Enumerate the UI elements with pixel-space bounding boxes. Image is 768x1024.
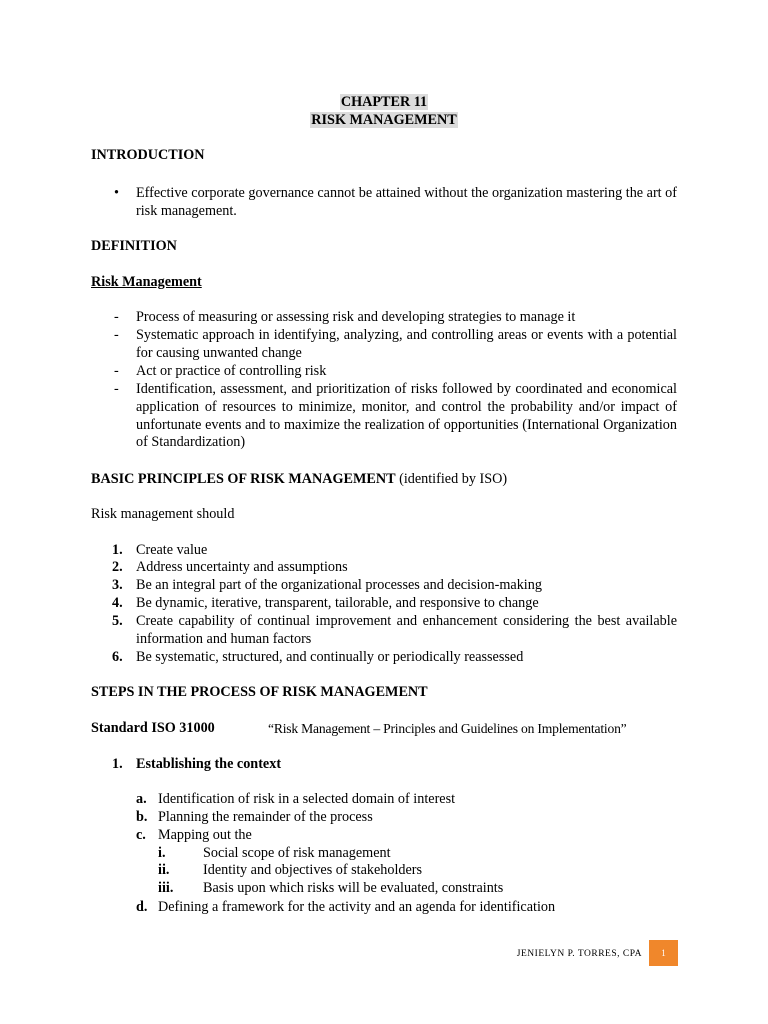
principles-heading-title: BASIC PRINCIPLES OF RISK MANAGEMENT <box>91 471 396 487</box>
footer-author: JENIELYN P. TORRES, CPA <box>516 949 642 959</box>
standard-label: Standard ISO 31000 <box>91 720 215 736</box>
definition-item: Act or practice of controlling risk <box>136 363 327 379</box>
list-number: 4. <box>112 595 123 611</box>
principle-item: Address uncertainty and assumptions <box>136 559 348 575</box>
definition-item: Systematic approach in identifying, analyzing, and controlling areas or events with a potential for causing unwanted change <box>136 327 677 361</box>
dash-marker: - <box>114 327 119 343</box>
roman-numeral: i. <box>158 845 166 861</box>
principle-item: Create capability of continual improvement and enhancement considering the best available information and human factors <box>136 613 677 647</box>
subsub-item: Basis upon which risks will be evaluated, constraints <box>203 880 504 896</box>
list-number: 6. <box>112 649 123 665</box>
principles-heading-note: (identified by ISO) <box>399 471 508 487</box>
steps-heading: STEPS IN THE PROCESS OF RISK MANAGEMENT <box>91 684 428 700</box>
dash-marker: - <box>114 381 119 397</box>
introduction-heading: INTRODUCTION <box>91 147 205 163</box>
definition-item: Process of measuring or assessing risk and developing strategies to manage it <box>136 309 576 325</box>
risk-management-subheading: Risk Management <box>91 274 202 290</box>
subsub-item: Identity and objectives of stakeholders <box>203 862 423 878</box>
sub-letter: c. <box>136 827 146 843</box>
page-number-badge: 1 <box>649 940 678 966</box>
subsub-item: Social scope of risk management <box>203 845 391 861</box>
sub-item: Defining a framework for the activity and an agenda for identification <box>158 899 556 915</box>
sub-letter: d. <box>136 899 148 915</box>
list-number: 1. <box>112 542 123 558</box>
definition-item: Identification, assessment, and prioritization of risks followed by coordinated and economical application of resources to minimize, monitor, and control the probability and/or impact of unfortunate events and to maximize the realization of opportunities (International Organization of Standardization) <box>136 381 677 451</box>
chapter-title: RISK MANAGEMENT <box>311 112 457 128</box>
introduction-text: Effective corporate governance cannot be attained without the organization mastering the art of risk management. <box>136 185 677 219</box>
sub-item: Planning the remainder of the process <box>158 809 373 825</box>
sub-letter: b. <box>136 809 148 825</box>
principles-heading <box>91 471 507 489</box>
dash-marker: - <box>114 363 119 379</box>
principle-item: Create value <box>136 542 208 558</box>
sub-item: Mapping out the <box>158 827 252 843</box>
step-number: 1. <box>112 756 123 772</box>
step-label: Establishing the context <box>136 756 282 772</box>
dash-marker: - <box>114 309 119 325</box>
list-number: 5. <box>112 613 123 629</box>
sub-item: Identification of risk in a selected domain of interest <box>158 791 456 807</box>
principle-item: Be systematic, structured, and continually or periodically reassessed <box>136 649 524 665</box>
roman-numeral: iii. <box>158 880 174 896</box>
chapter-number: CHAPTER 11 <box>340 94 428 110</box>
list-number: 2. <box>112 559 123 575</box>
principles-intro: Risk management should <box>91 506 235 522</box>
standard-title: “Risk Management – Principles and Guidelines on Implementation” <box>268 721 627 736</box>
roman-numeral: ii. <box>158 862 170 878</box>
principle-item: Be an integral part of the organizational processes and decision-making <box>136 577 542 593</box>
list-number: 3. <box>112 577 123 593</box>
principle-item: Be dynamic, iterative, transparent, tailorable, and responsive to change <box>136 595 539 611</box>
bullet-marker: • <box>114 185 119 201</box>
sub-letter: a. <box>136 791 147 807</box>
definition-heading: DEFINITION <box>91 238 177 254</box>
